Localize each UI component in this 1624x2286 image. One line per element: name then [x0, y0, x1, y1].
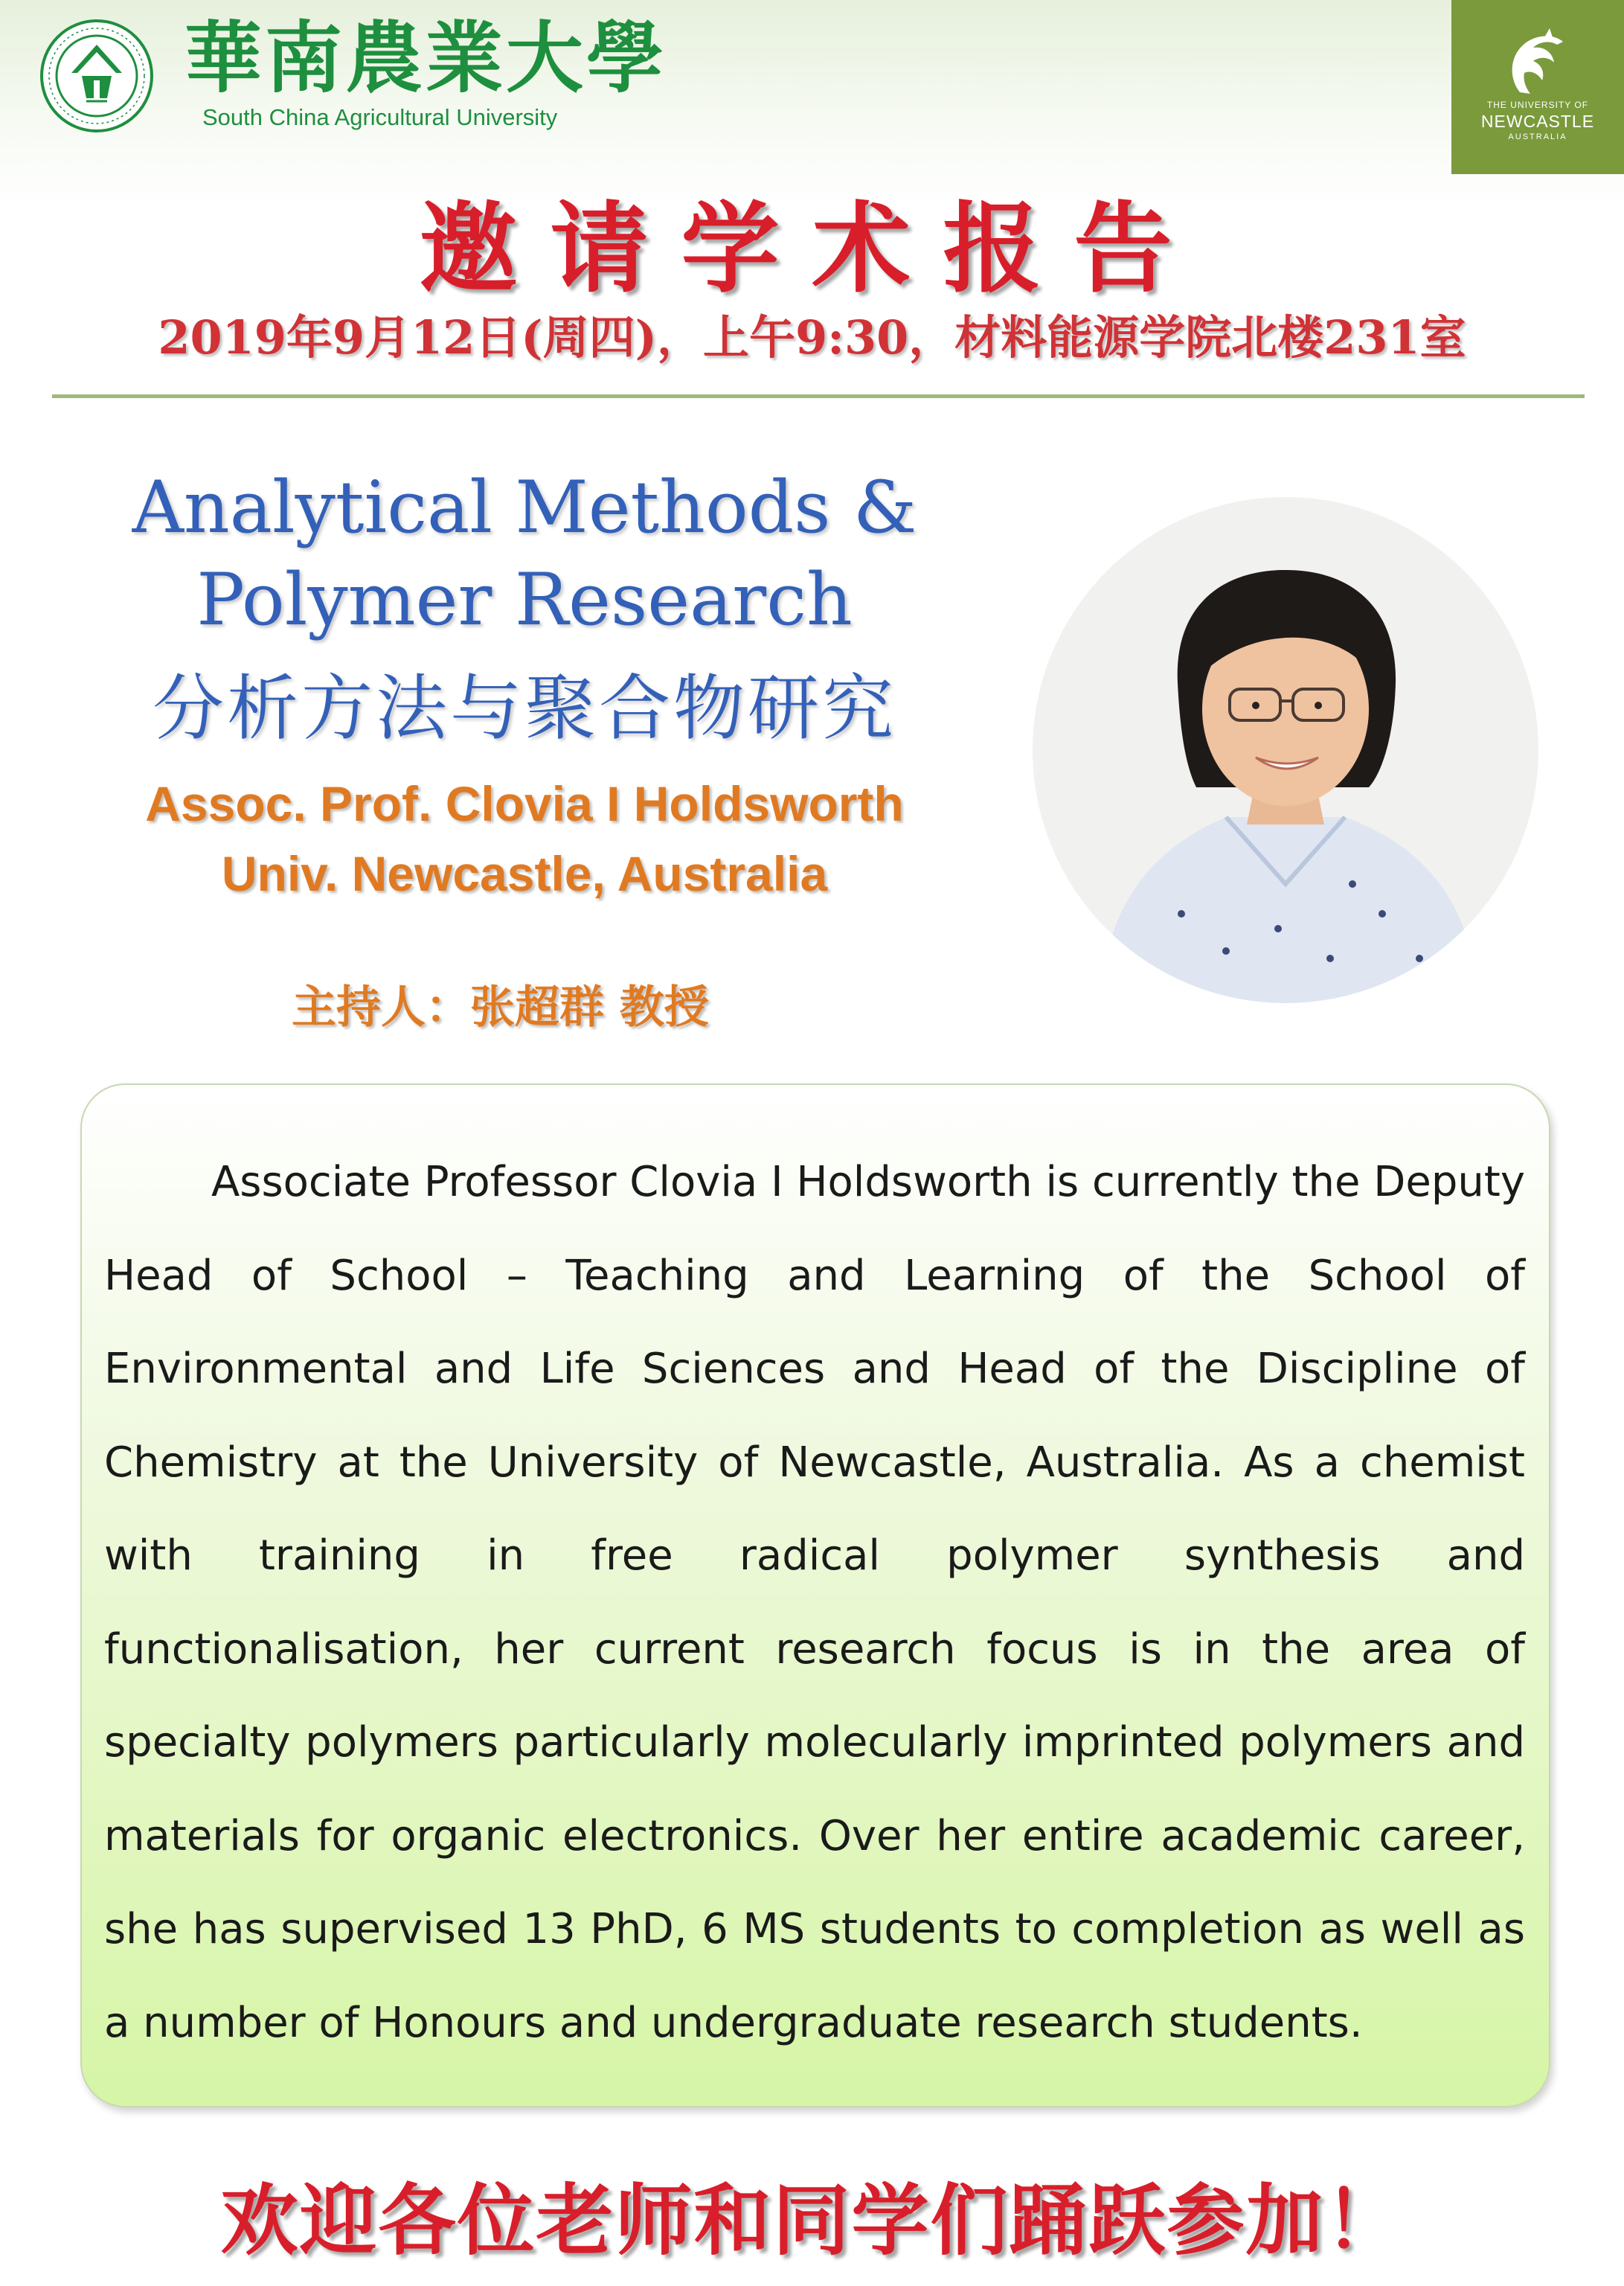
bio-text: Associate Professor Clovia I Holdsworth is currently the Deputy Head of School – Teaching and Learning of the School of Environmental and Life Sciences and Head of the Discipline of Chemistry at the University of Newcastle, Australia. As a chemist with training in free radical polymer synthesis and functionalisation, her current research focus is in the area of specialty polymers particularly molecularly imprinted polymers and materials for organic electronics. Over her entire academic career, she has supervised 13 PhD, 6 MS students to completion as well as a number of Honours and undergraduate research students.	[104, 1158, 1525, 2047]
scau-seal-icon	[39, 18, 155, 134]
talk-title-en-line1: Analytical Methods &	[132, 466, 917, 549]
welcome-message: 欢迎各位老师和同学们踊跃参加！	[220, 2174, 1404, 2266]
speaker-name: Assoc. Prof. Clovia I Holdsworth	[145, 776, 904, 831]
newcastle-logo-line3: AUSTRALIA	[1508, 132, 1567, 141]
host-line: 主持人：张超群 教授	[292, 982, 709, 1034]
speaker-portrait	[1033, 497, 1538, 1003]
speaker-biography	[104, 1136, 1525, 2069]
event-details: 2019年9月12日(周四)，上午9:30，材料能源学院北楼231室	[158, 310, 1466, 365]
speaker-affiliation: Univ. Newcastle, Australia	[221, 846, 828, 901]
invitation-title: 邀请学术报告	[419, 191, 1205, 307]
newcastle-logo-line1: THE UNIVERSITY OF	[1486, 100, 1589, 110]
talk-title-en-line2: Polymer Research	[196, 558, 853, 641]
seahorse-icon	[1498, 25, 1578, 98]
portrait-illustration	[1033, 497, 1538, 1003]
talk-title-chinese: 分析方法与聚合物研究	[153, 667, 896, 750]
newcastle-logo	[1451, 0, 1624, 174]
scau-name-english: South China Agricultural University	[202, 104, 558, 130]
scau-name-chinese: 華南農業大學	[184, 12, 667, 103]
newcastle-logo-line2: NEWCASTLE	[1480, 112, 1595, 131]
header-divider	[52, 394, 1585, 398]
